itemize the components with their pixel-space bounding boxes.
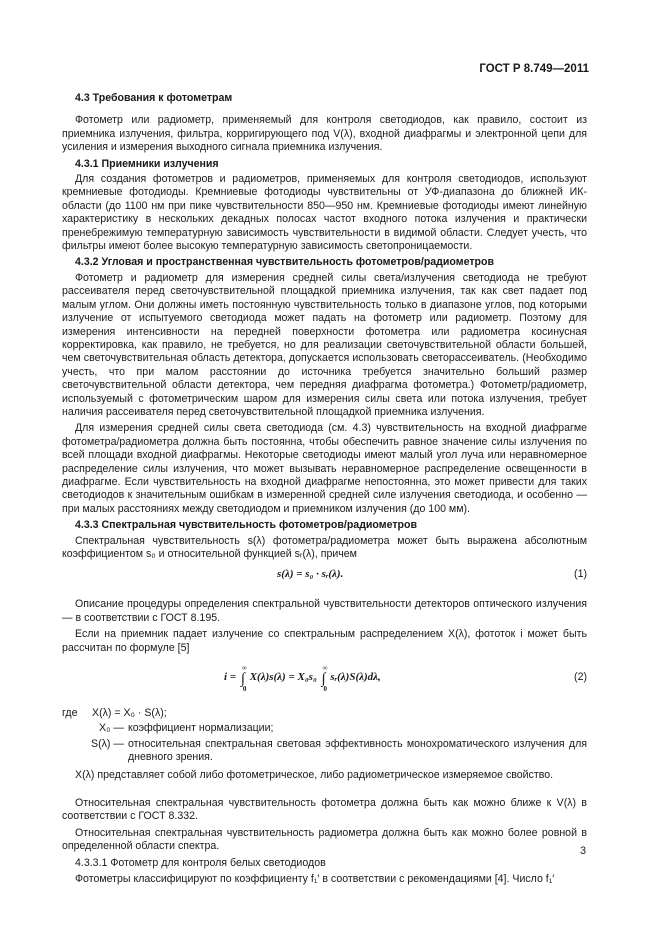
formula-2-expression xyxy=(224,664,381,694)
paragraph: Для измерения средней силы света светодиода (см. 4.3) чувствительность на входной диафрагме фотометра/радиометра должна быть постоянна, чтобы обеспечить равное значение силы излучения по всей площади входной диафрагмы. Некоторые светодиоды имеют малый угол луча или неравномерное распределение силы излучения, что может вызывать неравномерное распределение освещенности в диафрагме. Если чувствительность на входной диафрагме непостоянна, это может привести для таких светодиодов к значительным ошибкам в измеренной средней силе излучения светодиода, и особенно — при малых расстояниях между светодиодом и приемником излучения (до 100 мм). xyxy=(62,422,587,515)
where-label: где xyxy=(62,707,78,720)
formula-2-right: sᵣ(λ)S(λ)dλ, xyxy=(330,671,381,684)
paragraph: Относительная спектральная чувствительность радиометра должна быть как можно более ровной в определенной области спектра. xyxy=(62,826,587,853)
paragraph: Описание процедуры определения спектральной чувствительности детекторов оптического излучения — в соответствии с ГОСТ 8.195. xyxy=(62,598,587,624)
spacer xyxy=(62,785,587,797)
paragraph: Фотометр или радиометр, применяемый для контроля светодиодов, как правило, состоит из приемника излучения, фильтра, корригирующего под V(λ), входной диафрагмы и электронной цепи для усиления и измерения выходного сигнала приемника излучения. xyxy=(62,114,587,154)
definition-text: коэффициент нормализации; xyxy=(128,722,274,735)
paragraph: Спектральная чувствительность s(λ) фотометра/радиометра может быть выражена абсолютным коэффициентом s₀ и относительной функцией sᵣ(λ), причем xyxy=(62,534,587,560)
formula-2-mid: X(λ)s(λ) = X₀s₀ xyxy=(249,671,317,684)
formula-2-left: i = xyxy=(224,671,237,684)
section-title-4-3-3-1: 4.3.3.1 Фотометр для контроля белых светодиодов xyxy=(75,856,326,869)
integral-lower: 0 xyxy=(242,685,247,694)
formula-1-number: (1) xyxy=(574,568,587,581)
paragraph: Фотометры классифицируют по коэффициенту f₁′ в соответствии с рекомендациями [4]. Число f₁′ xyxy=(75,873,555,886)
where-clause xyxy=(62,707,587,720)
definition-text: относительная спектральная световая эффективность монохроматического излучения для дневного зрения. xyxy=(128,737,587,764)
paragraph: Фотометр и радиометр для измерения средней силы света/излучения светодиода не требуют рассеивателя перед светочувствительной площадкой приемника излучения, так как свет падает под малым углом. Они должны иметь постоянную чувствительность только в диапазоне углов, под которыми излучение от испытуемого светодиода может падать на фотометр или радиометр. Поэтому для измерения интенсивности на передней поверхности фотометра или радиометра косинусная корректировка, как правило, не требуется, но для реализации светочувствительной области большей, чем светочувствительная область детектора, допускается использовать светорассеиватель. (Необходимо учесть, что при малом расстоянии до источника требуется значительно больший размер светочувствительной области детектора, чем передняя диафрагма фотометра.) Фотометр/радиометр, используемый с фотометрическим шаром для измерения силы света или потока излучения, требует наличия рассеивателя перед светочувствительной площадкой приемника излучения. xyxy=(62,271,587,418)
definitions-list xyxy=(62,722,587,764)
section-title-4-3-1: 4.3.1 Приемники излучения xyxy=(75,157,219,170)
definition-item xyxy=(62,738,587,765)
formula-1 xyxy=(62,566,587,588)
paragraph: Относительная спектральная чувствительность фотометра должна быть как можно ближе к V(λ) в соответствии с ГОСТ 8.332. xyxy=(62,797,587,823)
where-expression: X(λ) = X₀ · S(λ); xyxy=(92,707,167,720)
formula-2-number: (2) xyxy=(574,671,587,684)
definition-symbol: S(λ) — xyxy=(91,737,124,750)
paragraph: Если на приемник падает излучение со спектральным распределением X(λ), фототок i может быть рассчитан по формуле [5] xyxy=(62,628,587,654)
formula-1-expression: s(λ) = s₀ · sᵣ(λ). xyxy=(277,568,344,581)
integral-sign: ∫ ∞ 0 xyxy=(241,673,245,686)
page-content xyxy=(62,92,587,890)
integral-lower: 0 xyxy=(323,685,328,694)
section-title-4-3-2: 4.3.2 Угловая и пространственная чувствительность фотометров/радиометров xyxy=(75,256,494,269)
paragraph: X(λ) представляет собой либо фотометрическое, либо радиометрическое измеряемое свойство. xyxy=(75,768,554,781)
section-title-4-3-3: 4.3.3 Спектральная чувствительность фотометров/радиометров xyxy=(75,519,417,532)
integral-sign: ∫ ∞ 0 xyxy=(322,673,326,686)
paragraph: Для создания фотометров и радиометров, применяемых для контроля светодиодов, используют кремниевые фотодиоды. Кремниевые фотодиоды чувствительны от УФ-диапазона до ближней ИК-области (до 1100 нм при пике чувствительности 850—950 нм. Кремниевые фотодиоды имеют линейную характеристику в нескольких декадных полосах частот входного потока излучения и практически пренебрежимую температурную зависимость чувствительности в видимой области. Следует учесть, что фильтры имеют более высокую температурную зависимость светопроницаемости. xyxy=(62,173,587,253)
integral-upper: ∞ xyxy=(241,664,247,673)
page-number: 3 xyxy=(580,845,586,857)
definition-symbol: X₀ — xyxy=(99,722,124,735)
formula-2 xyxy=(62,659,587,699)
standard-header: ГОСТ Р 8.749—2011 xyxy=(479,63,589,75)
section-title-4-3: 4.3 Требования к фотометрам xyxy=(75,92,233,104)
definition-item xyxy=(62,722,587,735)
integral-upper: ∞ xyxy=(322,664,328,673)
